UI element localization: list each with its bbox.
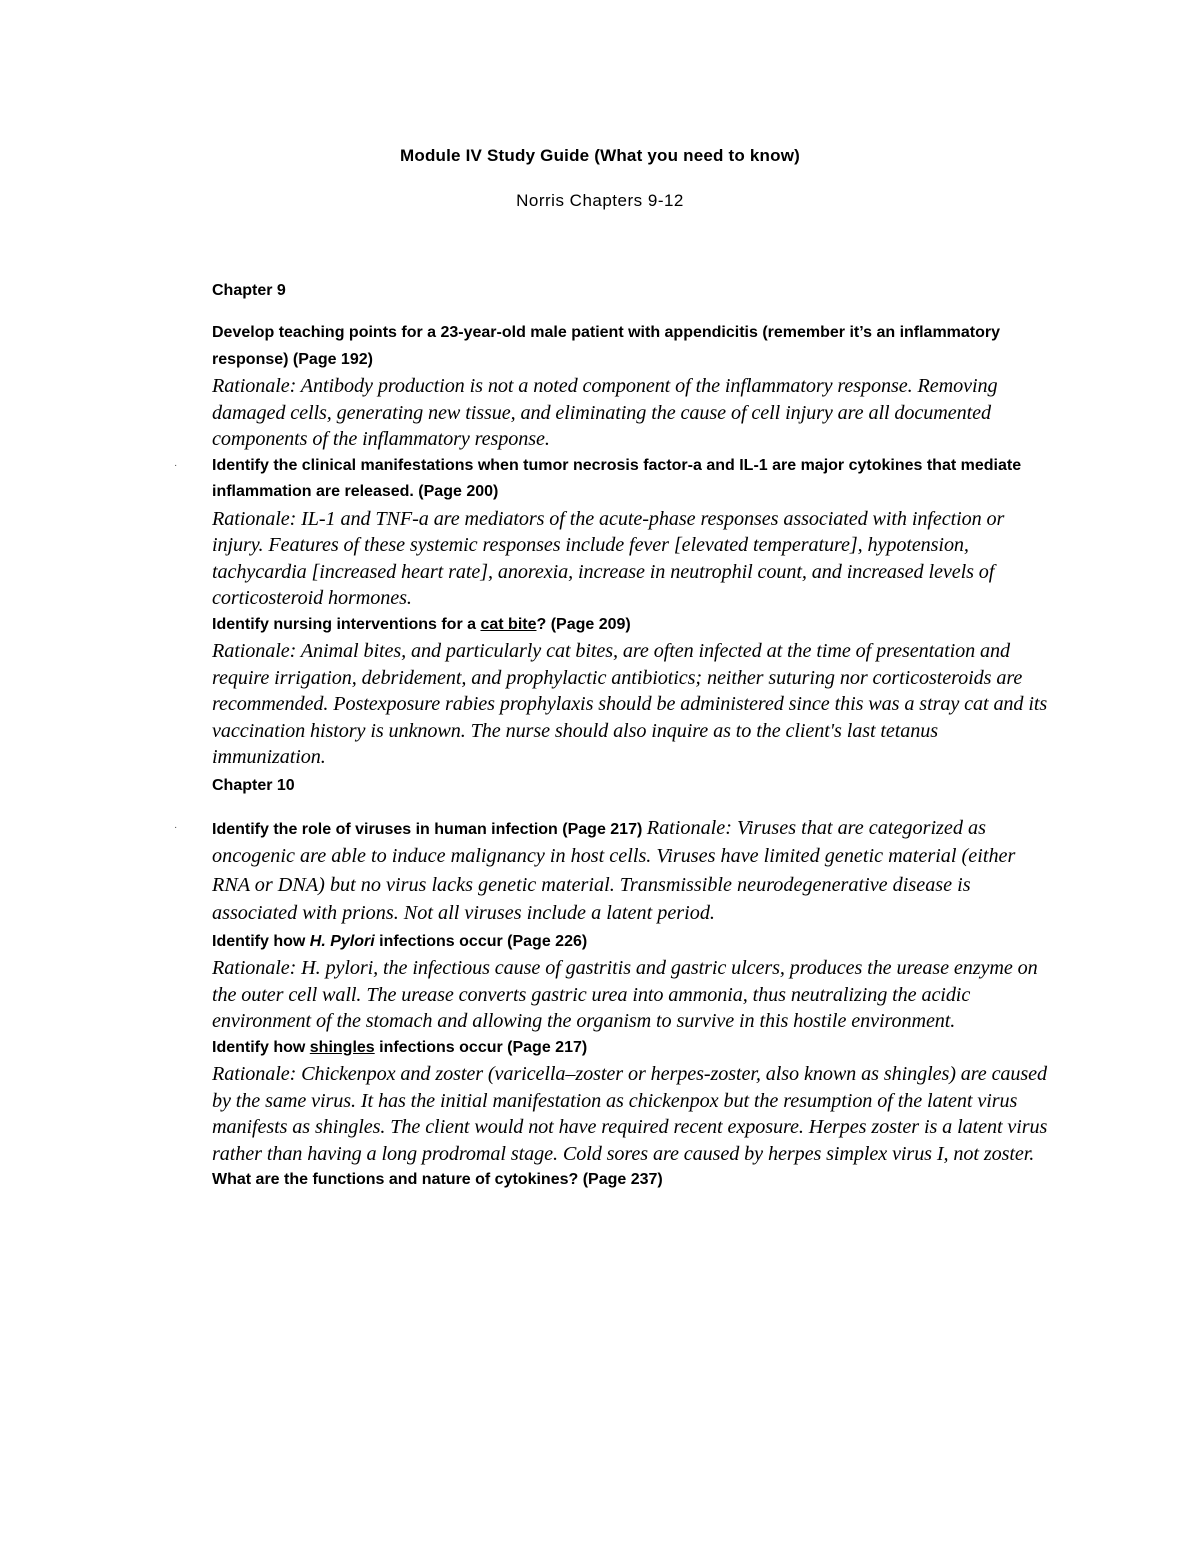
question-label: infections occur (Page 226) <box>374 932 588 950</box>
page-subtitle: Norris Chapters 9-12 <box>516 191 684 210</box>
question-label: Identify the clinical manifestations when tumor necrosis factor-a and IL-1 are major cytokines that mediate inflammation are released. (Page 200) <box>212 456 1022 500</box>
rationale-text: Rationale: Viruses that are categorized as oncogenic are able to induce malignancy in host cells. Viruses have limited genetic material (either RNA or DNA) but no virus lacks genetic material. Transmissible neurodegenerative disease is associated with prions. Not all viruses include a latent period. <box>212 816 1016 924</box>
question-text: Develop teaching points for a 23-year-old male patient with appendicitis (remember it’s an inflammatory response) (Page 192) <box>212 324 1001 368</box>
rationale-text: Rationale: Antibody production is not a noted component of the inflammatory response. Removing damaged cells, generating new tissue, and eliminating the cause of cell injury are all documented components of the inflammatory response. <box>212 375 998 450</box>
rationale-text: Rationale: H. pylori, the infectious cause of gastritis and gastric ulcers, produces the urease enzyme on the outer cell wall. The urease converts gastric urea into ammonia, thus neutralizing the acidic environment of the stomach and allowing the organism to survive in this hostile environment. <box>212 957 1038 1032</box>
question-label: Identify the role of viruses in human infection (Page 217) <box>212 820 647 838</box>
question-label: Identify nursing interventions for a <box>212 615 481 633</box>
question-label: Identify how <box>212 932 310 950</box>
question-label: infections occur (Page 217) <box>374 1038 588 1056</box>
bullet-marker: · <box>174 459 178 471</box>
bullet-marker: · <box>174 821 178 833</box>
italic-term: H. Pylori <box>309 932 375 950</box>
question-label: Identify how <box>212 1038 310 1056</box>
question-text <box>212 1035 1052 1062</box>
page-title: Module IV Study Guide (What you need to know) <box>400 146 800 165</box>
question-text <box>174 453 1052 506</box>
chapter-heading: Chapter 9 <box>212 282 286 299</box>
underlined-term: cat bite <box>480 615 537 633</box>
rationale-text: Rationale: IL-1 and TNF-a are mediators of the acute-phase responses associated with infection or injury. Features of these systemic responses include fever [elevated temperature], hypotension, tachycardia [increased heart rate], anorexia, increase in neutrophil count, and increased levels of corticosteroid hormones. <box>212 507 1005 609</box>
underlined-term: shingles <box>309 1038 375 1056</box>
chapter-heading: Chapter 10 <box>212 776 295 794</box>
question-text <box>212 929 1052 956</box>
document-body <box>174 278 1052 1194</box>
question-text: What are the functions and nature of cytokines? (Page 237) <box>212 1171 663 1188</box>
rationale-text: Rationale: Animal bites, and particularly cat bites, are often infected at the time of presentation and require irrigation, debridement, and prophylactic antibiotics; neither suturing nor corticosteroids are recommended. Postexposure rabies prophylaxis should be administered since this was a stray cat and its vaccination history is unknown. The nurse should also inquire as to the client's last tetanus immunization. <box>212 640 1048 768</box>
question-label: ? (Page 209) <box>536 615 631 633</box>
question-text <box>174 815 1052 929</box>
rationale-text: Rationale: Chickenpox and zoster (varicella–zoster or herpes-zoster, also known as shingles) are caused by the same virus. It has the initial manifestation as chickenpox but the resumption of the latent virus manifests as shingles. The client would not have required recent exposure. Herpes zoster is a latent virus rather than having a long prodromal stage. Cold sores are caused by herpes simplex virus I, not zoster. <box>212 1063 1048 1165</box>
question-text <box>212 612 1052 639</box>
